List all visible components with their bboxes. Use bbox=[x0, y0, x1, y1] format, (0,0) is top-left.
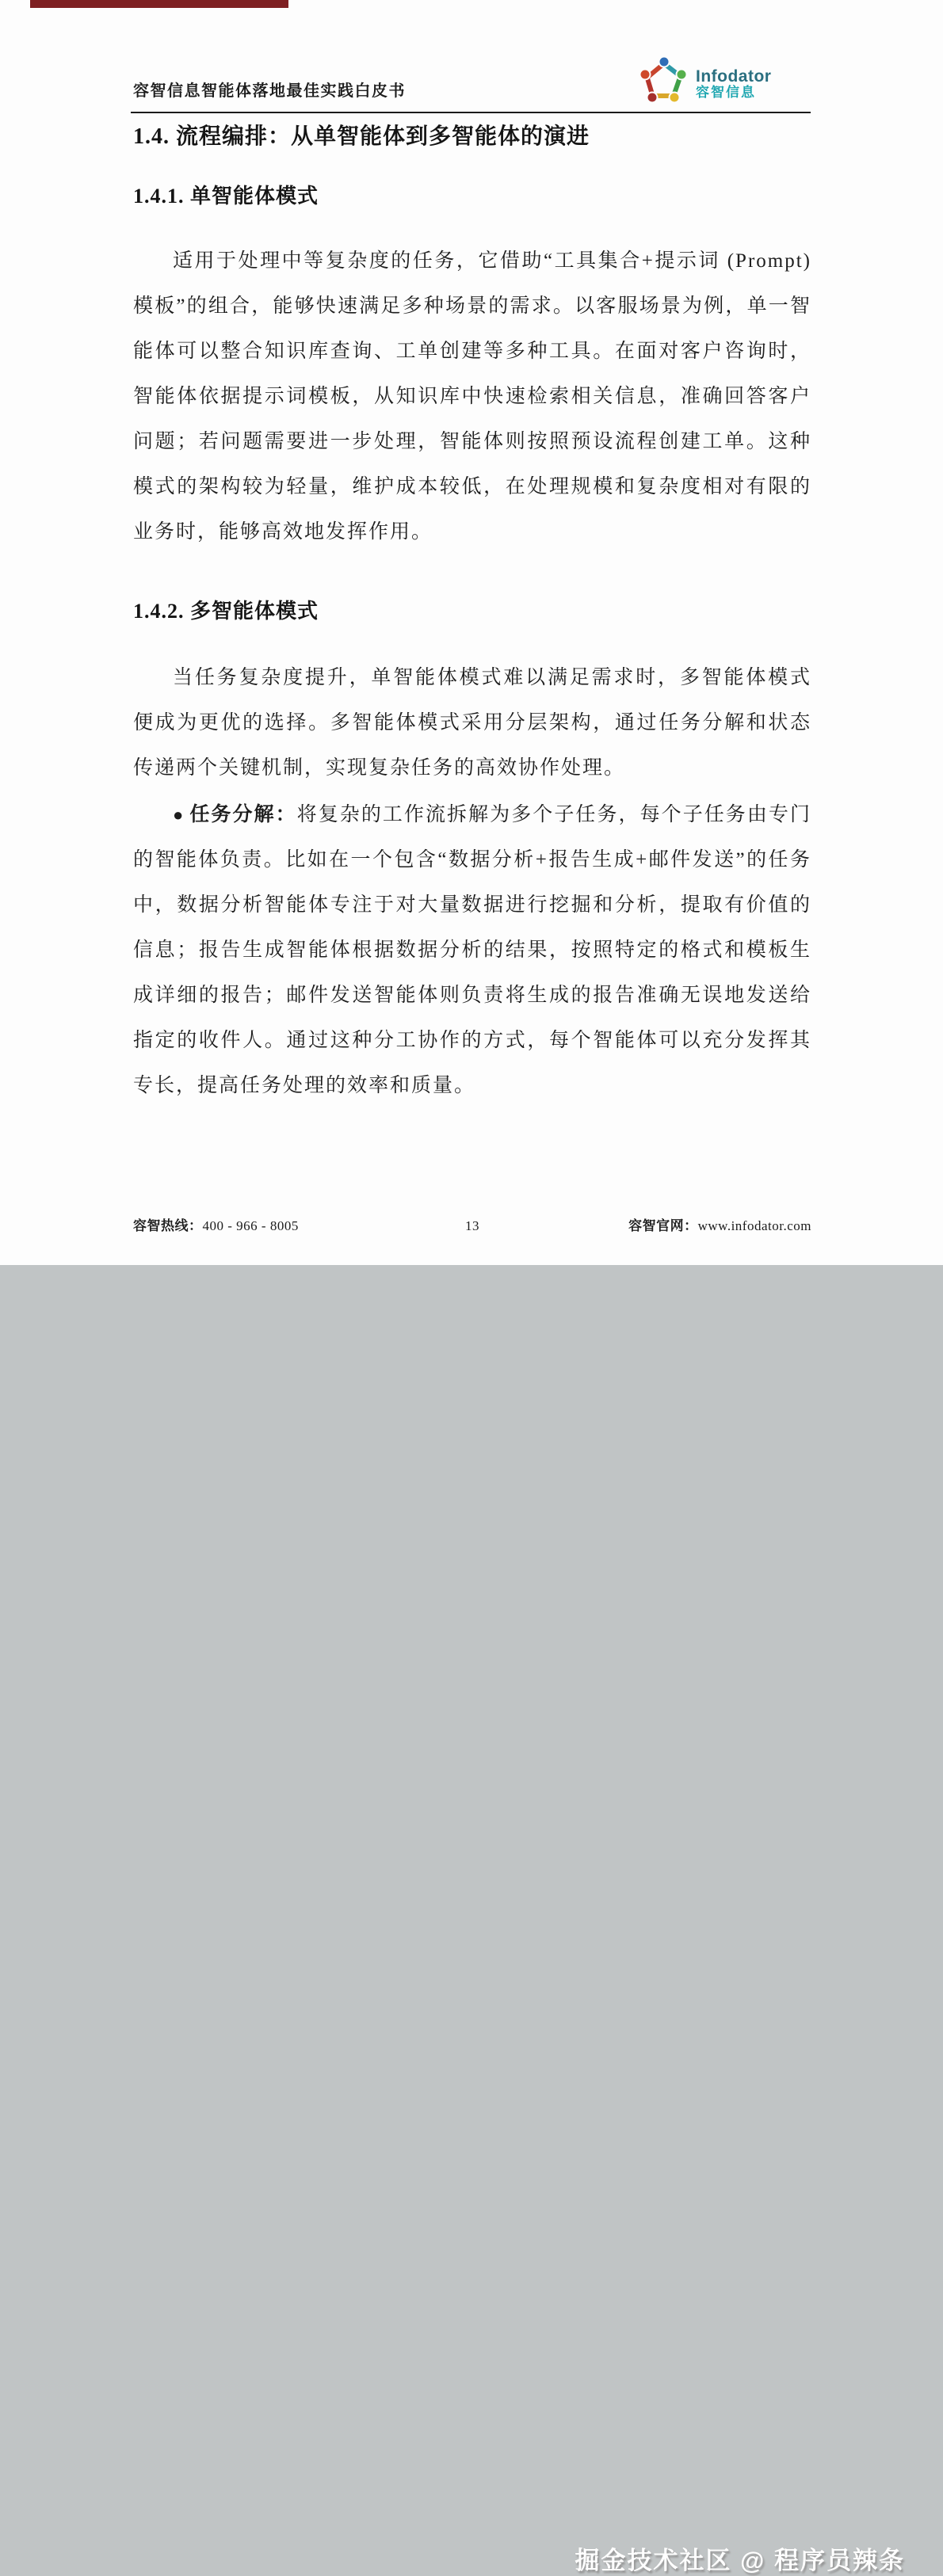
brand-name-en: Infodator bbox=[696, 67, 772, 86]
footer-hotline-label: 容智热线： bbox=[133, 1218, 203, 1233]
document-page bbox=[0, 0, 943, 1265]
bullet-paragraph-task-decomposition bbox=[133, 792, 811, 1108]
page-footer bbox=[133, 1214, 811, 1234]
brand-logo bbox=[639, 55, 771, 112]
footer-hotline-number: 400 - 966 - 8005 bbox=[202, 1218, 299, 1233]
bullet-icon: ● bbox=[173, 805, 185, 825]
section-heading-1-4-2: 1.4.2. 多智能体模式 bbox=[133, 600, 319, 623]
header-doc-title: 容智信息智能体落地最佳实践白皮书 bbox=[133, 82, 406, 100]
bullet-text: 将复杂的工作流拆解为多个子任务，每个子任务由专门的智能体负责。比如在一个包含“数据分析+报告生成+邮件发送”的任务中，数据分析智能体专注于对大量数据进行挖掘和分析，提取有价值的信息；报告生成智能体根据数据分析的结果，按照特定的格式和模板生成详细的报告；邮件发送智能体则负责将生成的报告准确无误地发送给指定的收件人。通过这种分工协作的方式，每个智能体可以充分发挥其专长，提高任务处理的效率和质量。 bbox=[133, 804, 811, 1096]
paragraph-single-agent: 适用于处理中等复杂度的任务，它借助“工具集合+提示词 (Prompt) 模板”的组合，能够快速满足多种场景的需求。以客服场景为例，单一智能体可以整合知识库查询、工单创建等多种工具。在面对客户咨询时，智能体依据提示词模板，从知识库中快速检索相关信息，准确回答客户问题；若问题需要进一步处理，智能体则按照预设流程创建工单。这种模式的架构较为轻量，维护成本较低，在处理规模和复杂度相对有限的业务时，能够高效地发挥作用。 bbox=[133, 250, 811, 543]
section-heading-1-4-1: 1.4.1. 单智能体模式 bbox=[133, 185, 319, 208]
brand-logo-text bbox=[696, 67, 771, 101]
footer-website-url: www.infodator.com bbox=[697, 1218, 811, 1233]
section-heading-1-4: 1.4. 流程编排：从单智能体到多智能体的演进 bbox=[133, 124, 590, 149]
footer-website-label: 容智官网： bbox=[628, 1218, 698, 1233]
brand-name-zh: 容智信息 bbox=[696, 84, 756, 100]
top-red-bar bbox=[30, 0, 288, 8]
watermark-text: 掘金技术社区 @ 程序员辣条 bbox=[575, 2547, 905, 2574]
header-divider bbox=[131, 112, 811, 113]
paragraph-multi-agent: 当任务复杂度提升，单智能体模式难以满足需求时，多智能体模式便成为更优的选择。多智能体模式采用分层架构，通过任务分解和状态传递两个关键机制，实现复杂任务的高效协作处理。 bbox=[133, 667, 811, 779]
bottom-gray-strip bbox=[0, 1265, 943, 2574]
footer-website bbox=[586, 1214, 811, 1234]
footer-page-number: 13 bbox=[464, 1218, 479, 1233]
footer-hotline bbox=[133, 1214, 359, 1234]
bullet-label: 任务分解： bbox=[189, 804, 297, 825]
infodator-pentagon-logo-icon bbox=[639, 55, 688, 112]
